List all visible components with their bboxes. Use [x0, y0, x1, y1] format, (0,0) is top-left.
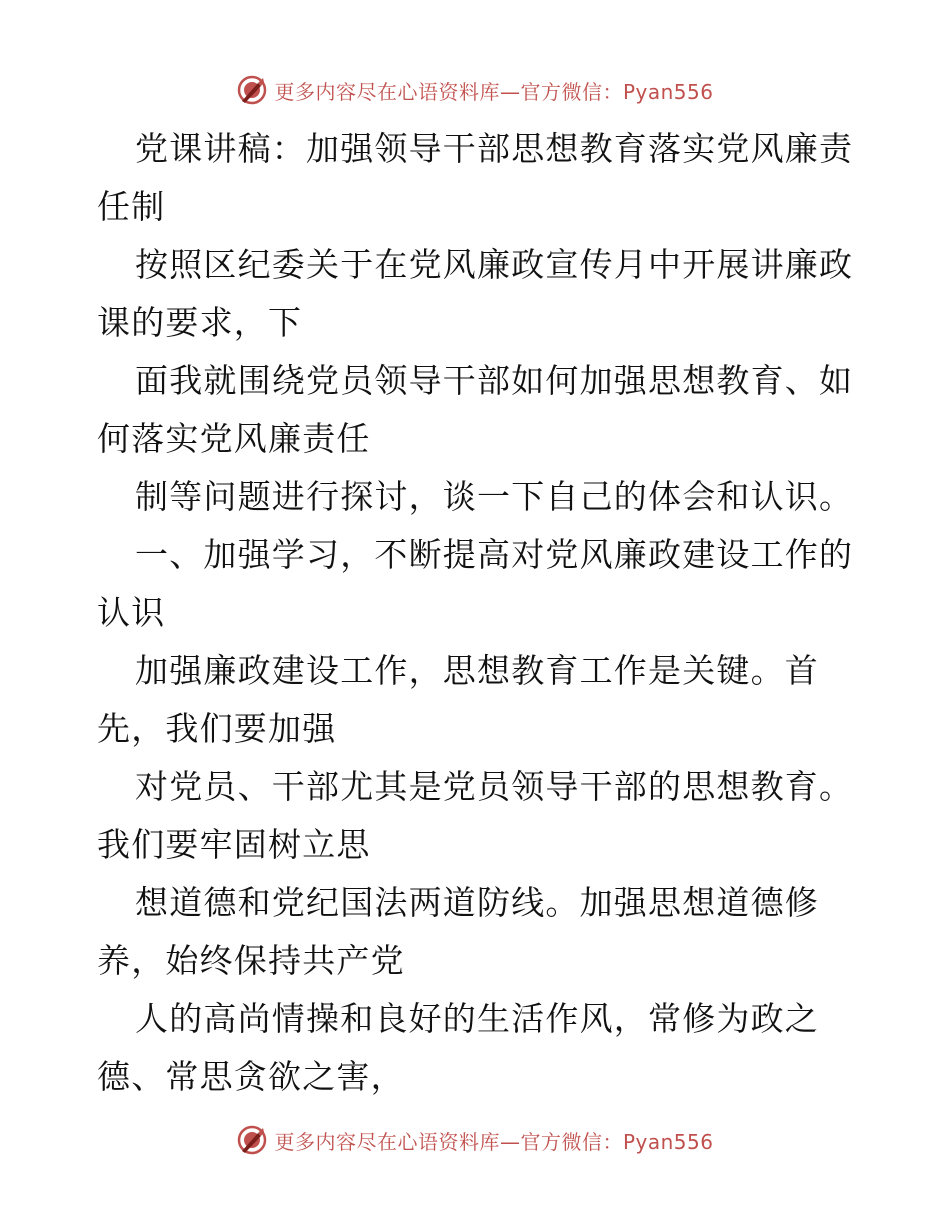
- header-banner: [0, 70, 950, 110]
- paragraph: 对党员、干部尤其是党员领导干部的思想教育。我们要牢固树立思: [97, 767, 854, 864]
- paragraph: 人的高尚情操和良好的生活作风，常修为政之德、常思贪欲之害，: [97, 999, 819, 1096]
- header-banner-text: 更多内容尽在心语资料库—官方微信：Pyan556: [274, 79, 714, 104]
- paragraph: 制等问题进行探讨，谈一下自己的体会和认识。: [135, 477, 854, 516]
- document-title: 党课讲稿：加强领导干部思想教育落实党风廉责任制: [97, 129, 854, 226]
- quill-pen-seal-icon: [236, 1124, 268, 1156]
- paragraph: 面我就围绕党员领导干部如何加强思想教育、如何落实党风廉责任: [97, 361, 854, 458]
- paragraph: 按照区纪委关于在党风廉政宣传月中开展讲廉政课的要求，下: [97, 245, 854, 342]
- footer-banner: [0, 1120, 950, 1160]
- document-body: [97, 120, 857, 1106]
- footer-banner-text: 更多内容尽在心语资料库—官方微信：Pyan556: [274, 1129, 714, 1154]
- quill-pen-seal-icon: [236, 74, 268, 106]
- paragraph: 加强廉政建设工作，思想教育工作是关键。首先，我们要加强: [97, 651, 819, 748]
- paragraph: 想道德和党纪国法两道防线。加强思想道德修养，始终保持共产党: [97, 883, 819, 980]
- section-heading: 一、加强学习，不断提高对党风廉政建设工作的认识: [97, 535, 854, 632]
